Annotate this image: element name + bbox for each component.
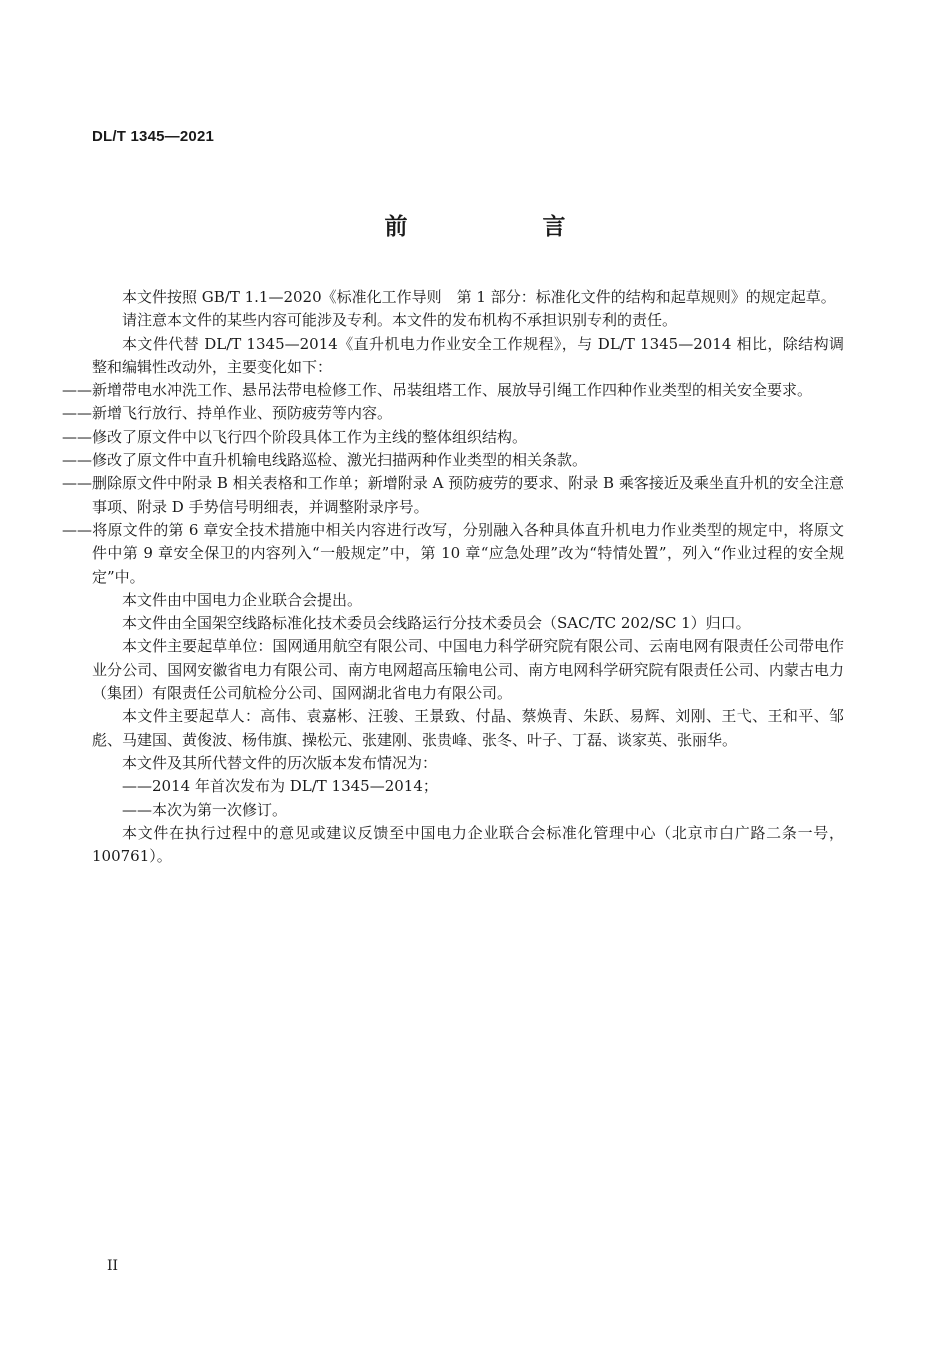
paragraph-committee: 本文件由全国架空线路标准化技术委员会线路运行分技术委员会（SAC/TC 202/SC 1）归口。 bbox=[122, 614, 751, 633]
page-number: II bbox=[107, 1258, 119, 1274]
change-item: ——新增飞行放行、持单作业、预防疲劳等内容。 bbox=[62, 404, 393, 423]
paragraph-version-history: 本文件及其所代替文件的历次版本发布情况为： bbox=[122, 753, 438, 772]
paragraph-patent-notice: 请注意本文件的某些内容可能涉及专利。本文件的发布机构不承担识别专利的责任。 bbox=[122, 311, 678, 330]
page-title: 前 言 bbox=[384, 214, 622, 240]
history-item: ——2014 年首次发布为 DL/T 1345—2014； bbox=[122, 777, 438, 796]
paragraph-drafters: 本文件主要起草人：高伟、袁嘉彬、汪骏、王景致、付晶、蔡焕青、朱跃、易辉、刘刚、王弋、王和平、邹彪、马建国、黄俊波、杨伟旗、操松元、张建刚、张贵峰、张冬、叶子、丁磊、谈家英、张丽华。 bbox=[92, 707, 844, 749]
change-item: ——将原文件的第 6 章安全技术措施中相关内容进行改写，分别融入各种具体直升机电力作业类型的规定中，将原文件中第 9 章安全保卫的内容列入“一般规定”中，第 10 章“应急处理”改为“特情处置”，列入“作业过程的安全规定”中。 bbox=[62, 520, 844, 586]
history-item: ——本次为第一次修订。 bbox=[122, 800, 288, 819]
change-item: ——修改了原文件中以飞行四个阶段具体工作为主线的整体组织结构。 bbox=[62, 427, 528, 446]
change-item: ——修改了原文件中直升机输电线路巡检、激光扫描两种作业类型的相关条款。 bbox=[62, 451, 588, 470]
paragraph-replacement: 本文件代替 DL/T 1345—2014《直升机电力作业安全工作规程》，与 DL/T 1345—2014 相比，除结构调整和编辑性改动外，主要变化如下： bbox=[92, 334, 844, 376]
paragraph-drafting-units: 本文件主要起草单位：国网通用航空有限公司、中国电力科学研究院有限公司、云南电网有限责任公司带电作业分公司、国网安徽省电力有限公司、南方电网超高压输电公司、南方电网科学研究院有限责任公司、内蒙古电力（集团）有限责任公司航检分公司、国网湖北省电力有限公司。 bbox=[92, 637, 844, 703]
document-code: DL/T 1345—2021 bbox=[92, 128, 215, 145]
change-item: ——新增带电水冲洗工作、悬吊法带电检修工作、吊装组塔工作、展放导引绳工作四种作业类型的相关安全要求。 bbox=[62, 381, 813, 400]
foreword-body bbox=[62, 286, 844, 868]
paragraph-drafting-basis: 本文件按照 GB/T 1.1—2020《标准化工作导则 第 1 部分：标准化文件的结构和起草规则》的规定起草。 bbox=[122, 288, 836, 306]
paragraph-proposer: 本文件由中国电力企业联合会提出。 bbox=[122, 590, 363, 609]
change-item: ——删除原文件中附录 B 相关表格和工作单；新增附录 A 预防疲劳的要求、附录 B 乘客接近及乘坐直升机的安全注意事项、附录 D 手势信号明细表，并调整附录序号。 bbox=[62, 474, 844, 516]
paragraph-feedback: 本文件在执行过程中的意见或建议反馈至中国电力企业联合会标准化管理中心（北京市白广路二条一号，100761）。 bbox=[92, 823, 844, 866]
